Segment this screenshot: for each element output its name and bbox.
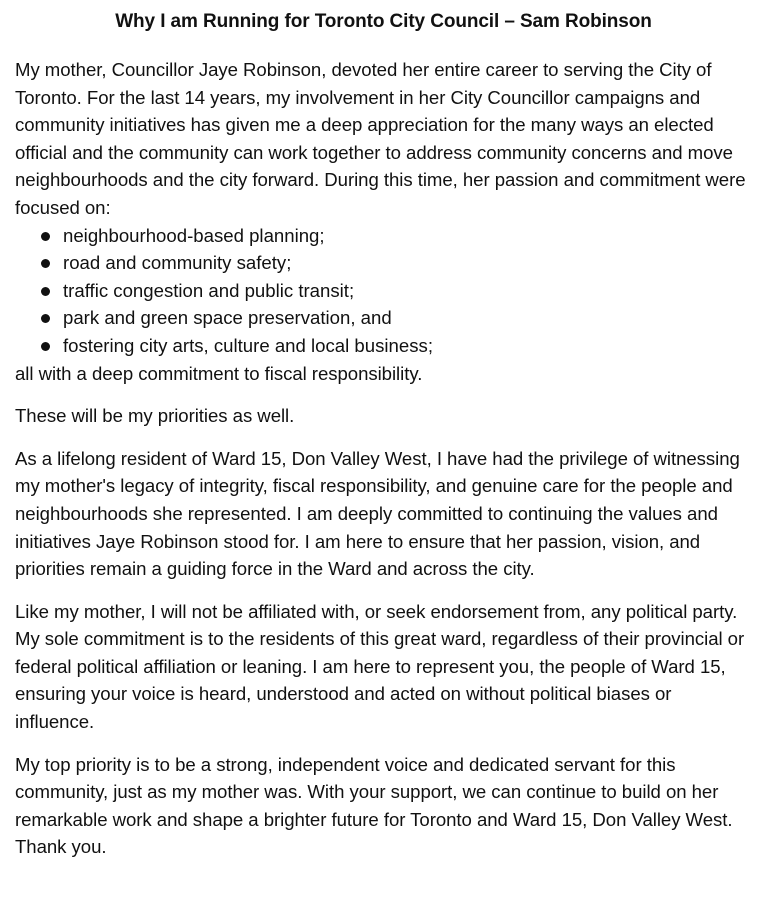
bullet-icon bbox=[41, 232, 50, 241]
list-item-text: park and green space preservation, and bbox=[63, 307, 392, 329]
bullet-icon bbox=[41, 259, 50, 268]
bullet-icon bbox=[41, 314, 50, 323]
non-affiliation-paragraph: Like my mother, I will not be affiliated with, or seek endorsement from, any political party. My sole commitment is to the residents of this great ward, regardless of their provincial or federal political affiliation or leaning. I am here to represent you, the people of Ward 15, ensuring your voice is heard, understood and acted on without political biases or influence. bbox=[15, 600, 745, 733]
intro-paragraph: My mother, Councillor Jaye Robinson, devoted her entire career to serving the City of Toronto. For the last 14 years, my involvement in her City Councillor campaigns and community initiatives has given me a deep appreciation for the many ways an elected official and the community can work together to address community concerns and move neighbourhoods and the city forward. During this time, her passion and commitment were focused on: bbox=[15, 59, 746, 218]
list-item bbox=[15, 304, 752, 332]
list-item-text: fostering city arts, culture and local business; bbox=[63, 334, 433, 356]
document-title: Why I am Running for Toronto City Council – Sam Robinson bbox=[115, 11, 652, 32]
bullet-icon bbox=[41, 287, 50, 296]
bullet-icon bbox=[41, 342, 50, 351]
closing-paragraph: My top priority is to be a strong, independent voice and dedicated servant for this community, just as my mother was. With your support, we can continue to build on her remarkable work and shape a brighter future for Toronto and Ward 15, Don Valley West. Thank you. bbox=[15, 753, 733, 858]
intro-closing-line: all with a deep commitment to fiscal responsibility. bbox=[15, 362, 423, 384]
priorities-statement-paragraph: These will be my priorities as well. bbox=[15, 405, 295, 427]
list-item-text: neighbourhood-based planning; bbox=[63, 224, 325, 246]
list-item bbox=[15, 332, 752, 360]
list-item bbox=[15, 277, 752, 305]
list-item bbox=[15, 249, 752, 277]
priority-list bbox=[15, 222, 752, 360]
list-item-text: road and community safety; bbox=[63, 252, 292, 274]
list-item bbox=[15, 222, 752, 250]
list-item-text: traffic congestion and public transit; bbox=[63, 279, 355, 301]
lifelong-resident-paragraph: As a lifelong resident of Ward 15, Don Valley West, I have had the privilege of witnessing my mother's legacy of integrity, fiscal responsibility, and genuine care for the people and neighbourhoods she represented. I am deeply committed to continuing the values and initiatives Jaye Robinson stood for. I am here to ensure that her passion, vision, and priorities remain a guiding force in the Ward and across the city. bbox=[15, 447, 740, 580]
